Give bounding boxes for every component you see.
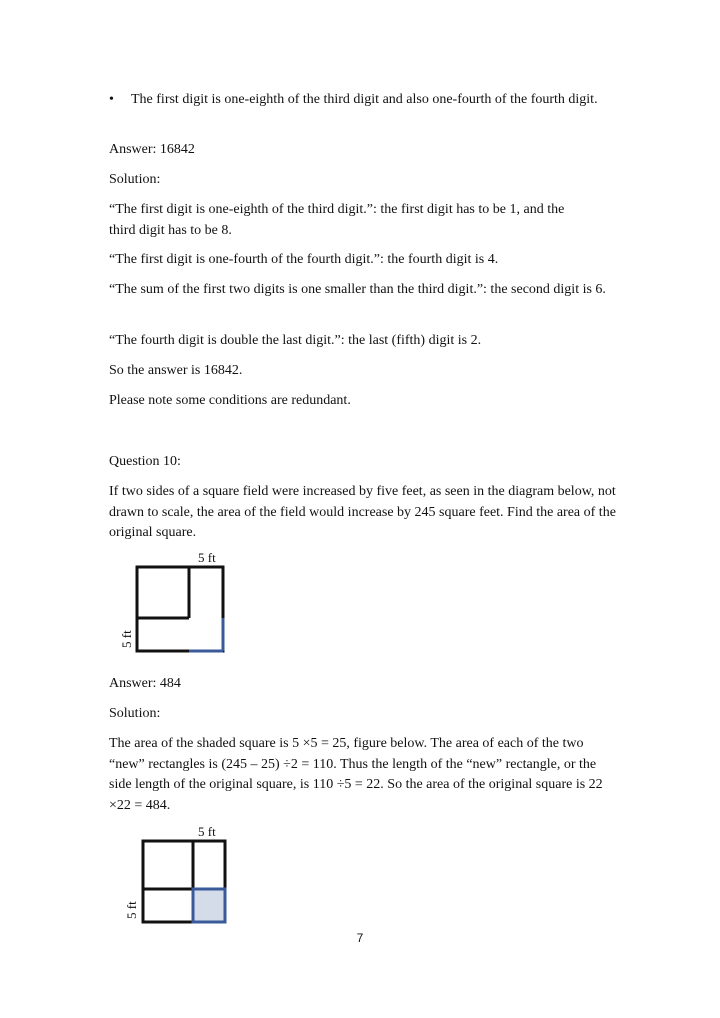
q10-solution-label: Solution: [109, 706, 161, 721]
page-number: 7 [356, 931, 364, 945]
figure-square-extended [112, 548, 232, 656]
q9-answer: Answer: 16842 [109, 142, 195, 157]
figure-square-shaded [112, 822, 232, 928]
side-dimension-label: 5 ft [124, 901, 139, 919]
q9-solution-line-1: “The first digit is one-eighth of the third digit.”: the first digit has to be 1, and the third digit has to be 8. [109, 202, 565, 238]
q10-prompt: If two sides of a square field were increased by five feet, as seen in the diagram below, not drawn to scale, the area of the field would increase by 245 square feet. Find the area of the original square. [109, 484, 616, 540]
q9-solution-line-6: Please note some conditions are redundant. [109, 393, 351, 408]
bullet-text: The first digit is one-eighth of the third digit and also one-fourth of the fourth digit. [131, 92, 598, 107]
top-dimension-label: 5 ft [198, 824, 216, 839]
q10-answer: Answer: 484 [109, 676, 181, 691]
q9-solution-label: Solution: [109, 172, 161, 187]
bullet-symbol: • [109, 92, 114, 107]
side-dimension-label: 5 ft [119, 630, 134, 648]
q9-solution-line-5: So the answer is 16842. [109, 363, 243, 378]
q9-solution-line-2: “The first digit is one-fourth of the fourth digit.”: the fourth digit is 4. [109, 252, 499, 267]
q9-solution-line-3: “The sum of the first two digits is one smaller than the third digit.”: the second digit is 6. [109, 282, 606, 297]
shaded-square [193, 889, 225, 922]
q9-solution-line-4: “The fourth digit is double the last digit.”: the last (fifth) digit is 2. [109, 333, 482, 348]
top-dimension-label: 5 ft [198, 550, 216, 565]
q10-solution-text: The area of the shaded square is 5 ×5 = 25, figure below. The area of each of the two “new” rectangles is (245 – 25) ÷2 = 110. Thus the length of the “new” rectangle, or the side length of the original square, is 110 ÷5 = 22. So the area of the original square is 22 ×22 = 484. [109, 736, 603, 813]
outer-square [137, 567, 223, 651]
q10-title: Question 10: [109, 454, 181, 469]
